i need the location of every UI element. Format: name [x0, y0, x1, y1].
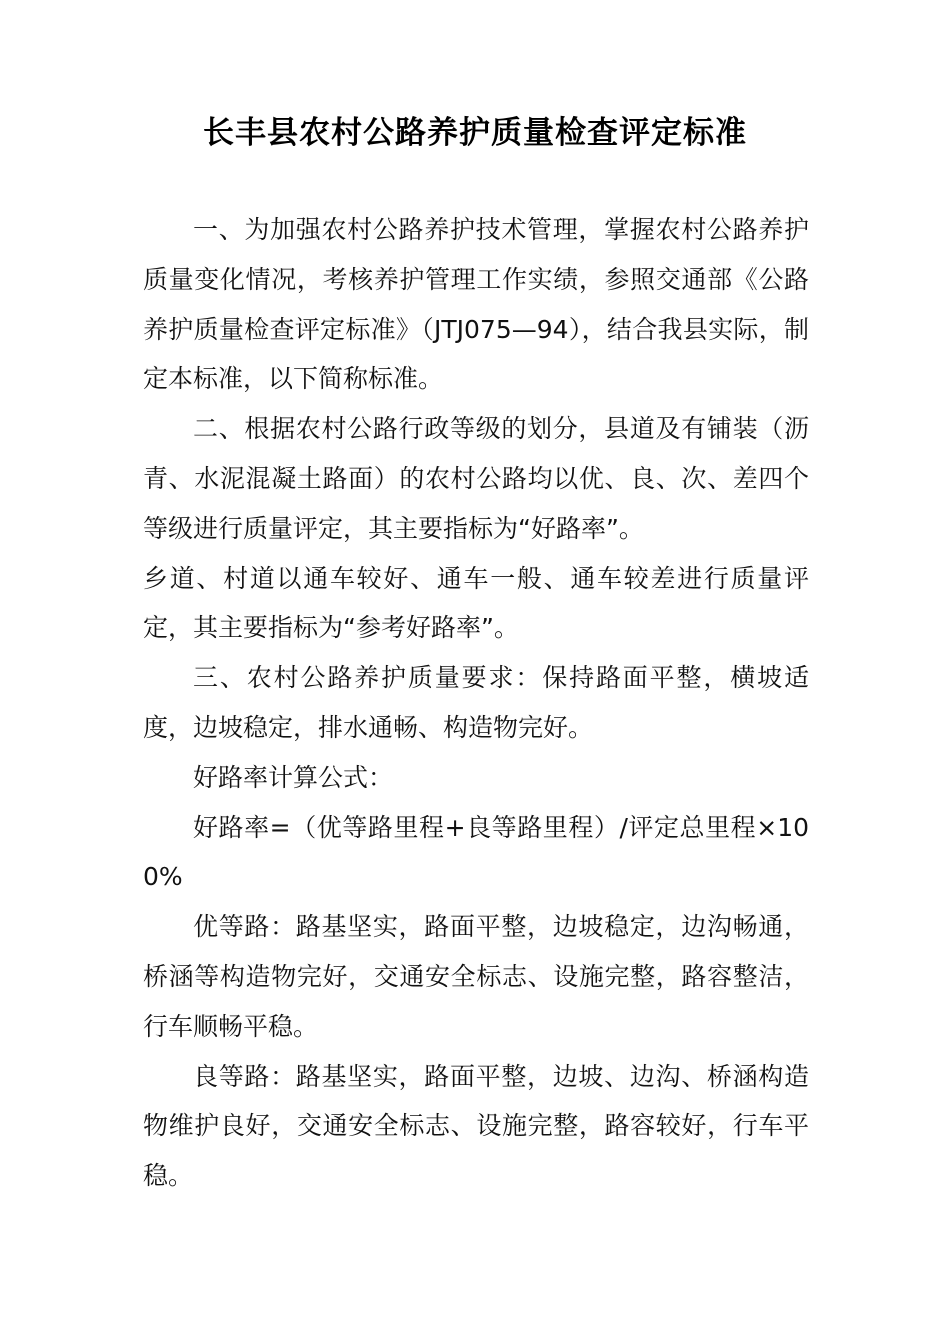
- paragraph-quality-requirements: 三、农村公路养护质量要求：保持路面平整，横坡适度，边坡稳定，排水通畅、构造物完好。: [143, 663, 809, 742]
- paragraph-excellent-road: 优等路：路基坚实，路面平整，边坡稳定，边沟畅通，桥涵等构造物完好，交通安全标志、设施完整，路容整洁，行车顺畅平稳。: [143, 912, 809, 1041]
- document-title: 长丰县农村公路养护质量检查评定标准: [203, 115, 747, 151]
- paragraph-grading-county: 二、根据农村公路行政等级的划分，县道及有铺装（沥青、水泥混凝土路面）的农村公路均以优、良、次、差四个等级进行质量评定，其主要指标为“好路率”。: [143, 414, 809, 543]
- paragraph-formula: 好路率=（优等路里程+良等路里程）/评定总里程×100%: [143, 812, 809, 892]
- document-body: [143, 205, 809, 1201]
- paragraph-purpose: 一、为加强农村公路养护技术管理，掌握农村公路养护质量变化情况，考核养护管理工作实绩，参照交通部《公路养护质量检查评定标准》（JTJ075—94），结合我县实际，制定本标准，以下简称标准。: [143, 215, 809, 394]
- paragraph-good-road: 良等路：路基坚实，路面平整，边坡、边沟、桥涵构造物维护良好，交通安全标志、设施完整，路容较好，行车平稳。: [143, 1061, 809, 1191]
- paragraph-formula-label: 好路率计算公式：: [193, 762, 394, 792]
- paragraph-grading-township: 乡道、村道以通车较好、通车一般、通车较差进行质量评定，其主要指标为“参考好路率”。: [143, 563, 809, 643]
